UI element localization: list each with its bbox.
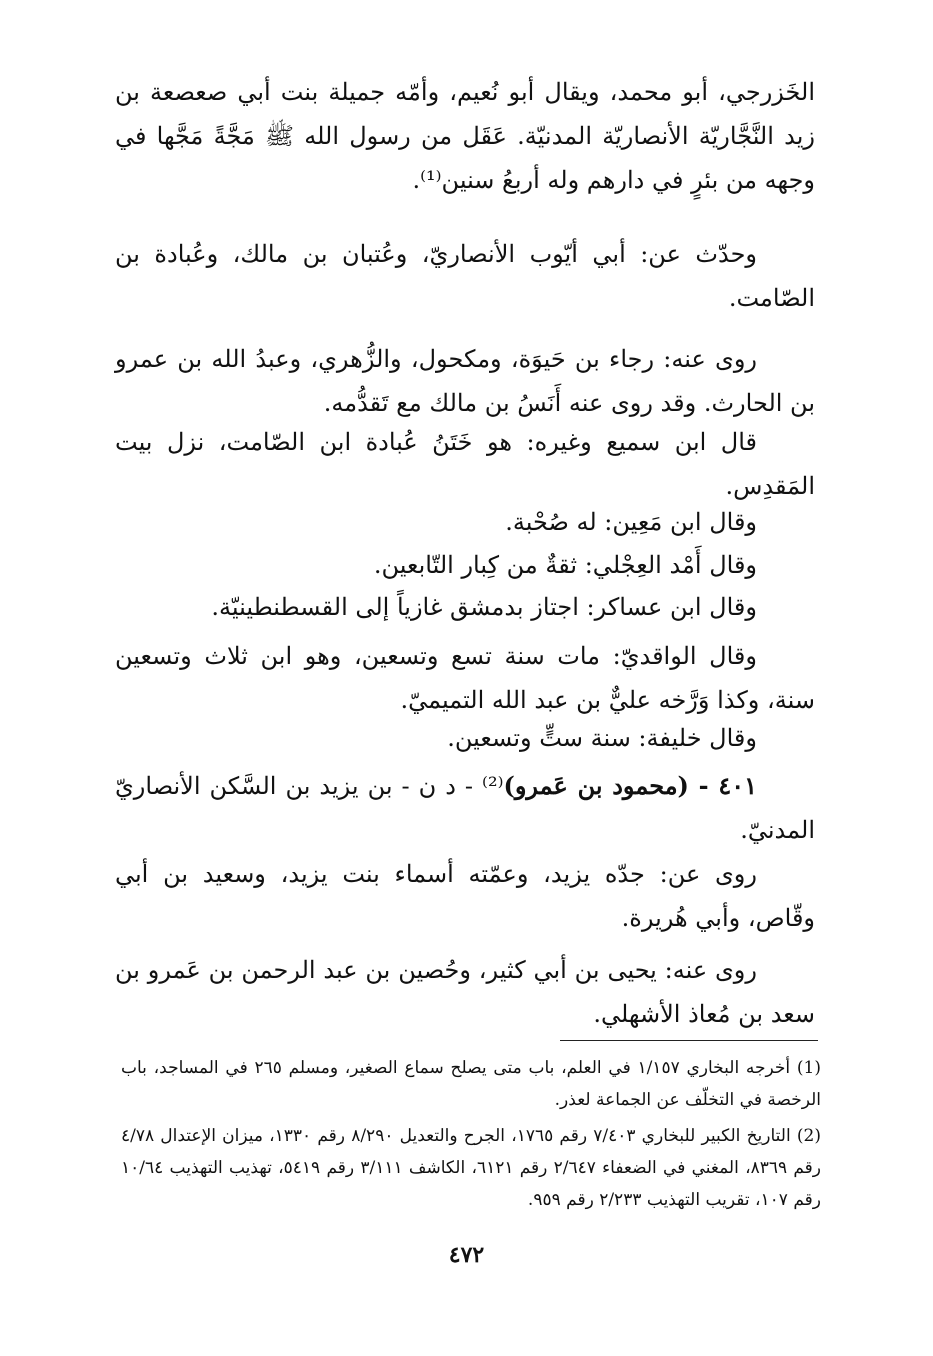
paragraph-11: روى عنه: يحيى بن أبي كثير، وحُصين بن عبد الرحمن بن عَمرو بن سعد بن مُعاذ الأشهلي. bbox=[115, 956, 815, 1028]
footnote-1-text: أخرجه البخاري ١/١٥٧ في العلم، باب متى يصلح سماع الصغير، ومسلم ٢٦٥ في المساجد، باب الرخصة في التخلّف عن الجماعة لعذر. bbox=[121, 1058, 821, 1110]
paragraph-2: وحدّث عن: أبي أيّوب الأنصاريّ، وعُتبان بن مالك، وعُبادة بن الصّامت. bbox=[115, 240, 815, 312]
paragraph-7: وقال ابن عساكر: اجتاز بدمشق غازياً إلى القسطنطينيّة. bbox=[211, 593, 757, 621]
entry-heading bbox=[115, 764, 815, 852]
footnote-2-text: التاريخ الكبير للبخاري ٧/٤٠٣ رقم ١٧٦٥، الجرح والتعديل ٨/٢٩٠ رقم ١٣٣٠، ميزان الإعتدال ٤/٧٨ رقم ٨٣٦٩، المغني في الضعفاء ٢/٦٤٧ رقم ٦١٢١، الكاشف ٣/١١١ رقم ٥٤١٩، تهذيب التهذيب ١٠/٦٤ رقم ١٠٧، تقريب التهذيب ٢/٢٣٣ رقم ٩٥٩. bbox=[121, 1126, 821, 1210]
footnote-separator bbox=[560, 1040, 818, 1041]
entry-heading-rest: ⁽²⁾ - د ن - بن يزيد بن السَّكن الأنصاريّ المدنيّ. bbox=[115, 772, 815, 844]
paragraph-1: الخَزرجي، أبو محمد، ويقال أبو نُعيم، وأمّه جميلة بنت أبي صعصعة بن زيد النَّجَّاريّة الأنصاريّة المدنيّة. عَقَل من رسول الله ﷺ مَجَّةً مَجَّها في وجهه من بئرٍ في دارهم وله أربعُ سنين⁽¹⁾. bbox=[115, 78, 815, 194]
paragraph-3: روى عنه: رجاء بن حَيوَة، ومكحول، والزُّهري، وعبدُ الله بن عمرو بن الحارث. وقد روى عنه أَنَسُ بن مالك مع تَقدُّمه. bbox=[115, 345, 815, 417]
footnote-1-marker: (1) bbox=[796, 1058, 822, 1078]
footnote-1 bbox=[121, 1052, 821, 1116]
paragraph-8: وقال الواقديّ: مات سنة تسع وتسعين، وهو ابن ثلاث وتسعين سنة، وكذا وَرَّخه عليٌّ بن عبد الله التميميّ. bbox=[115, 642, 815, 714]
paragraph-6: وقال أَمْد العِجْلي: ثقةٌ من كِبار التّابعين. bbox=[373, 551, 757, 579]
paragraph-9: وقال خليفة: سنة ستٍّ وتسعين. bbox=[447, 724, 757, 752]
paragraph-10: روى عن: جدّه يزيد، وعمّته أسماء بنت يزيد، وسعيد بن أبي وقّاص، وأبي هُريرة. bbox=[115, 860, 815, 932]
footnote-2-marker: (2) bbox=[796, 1126, 821, 1146]
paragraph-5: وقال ابن مَعِين: له صُحْبة. bbox=[505, 508, 757, 536]
paragraph-4: قال ابن سميع وغيره: هو خَتَنُ عُبادة ابن الصّامت، نزل بيت المَقدِس. bbox=[115, 428, 815, 500]
footnote-2 bbox=[121, 1120, 821, 1216]
entry-number-name: ٤٠١ - (محمود بن عَمرو) bbox=[503, 771, 757, 800]
page-number: ٤٧٢ bbox=[448, 1242, 485, 1268]
